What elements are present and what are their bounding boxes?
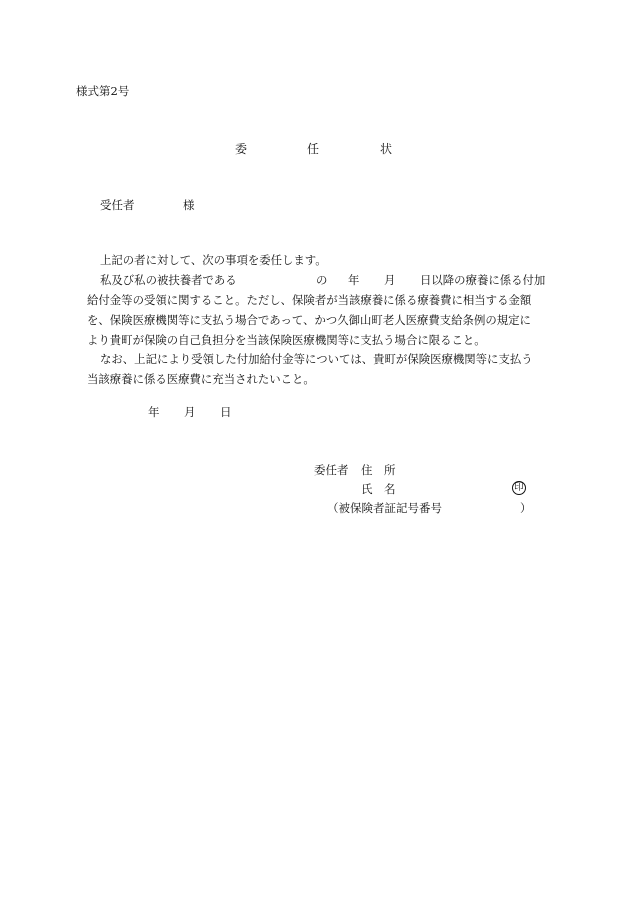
body-line-2-no: の xyxy=(316,273,328,287)
body-line-5: より貴町が保険の自己負担分を当該保険医療機関等に支払う場合に限ること。 xyxy=(87,333,486,347)
body-line-6: なお、上記により受領した付加給付金等については、貴町が保険医療機関等に支払う xyxy=(100,352,533,366)
insurance-number-label: （被保険者証記号番号 xyxy=(327,501,442,515)
form-number: 様式第2号 xyxy=(76,84,130,98)
insurance-number-close: ） xyxy=(520,501,532,515)
seal-mark: 印 xyxy=(512,481,526,495)
body-line-2-start: 私及び私の被扶養者である xyxy=(100,273,237,287)
body-line-2-year: 年 xyxy=(348,273,360,287)
body-line-2-month: 月 xyxy=(384,273,396,287)
body-line-1: 上記の者に対して、次の事項を委任します。 xyxy=(100,253,327,267)
date-year: 年 xyxy=(148,405,160,419)
body-line-7: 当該療養に係る医療費に充当されたいこと。 xyxy=(87,372,315,386)
title-char-2: 任 xyxy=(307,142,320,156)
name-label: 氏 名 xyxy=(361,482,396,496)
title-char-3: 状 xyxy=(380,142,393,156)
body-line-3: 給付金等の受領に関すること。ただし、保険者が当該療養に係る療養費に相当する金額 xyxy=(87,293,532,307)
date-month: 月 xyxy=(184,405,196,419)
title-char-1: 委 xyxy=(235,142,248,156)
delegator-label: 委任者 xyxy=(314,463,349,477)
body-line-4: を、保険医療機関等に支払う場合であって、かつ久御山町老人医療費支給条例の規定に xyxy=(87,313,531,327)
body-line-2-rest: 日以降の療養に係る付加 xyxy=(420,273,546,287)
recipient-honorific: 様 xyxy=(183,198,195,212)
address-label: 住 所 xyxy=(361,463,396,477)
date-day: 日 xyxy=(220,405,232,419)
recipient-label: 受任者 xyxy=(100,198,135,212)
